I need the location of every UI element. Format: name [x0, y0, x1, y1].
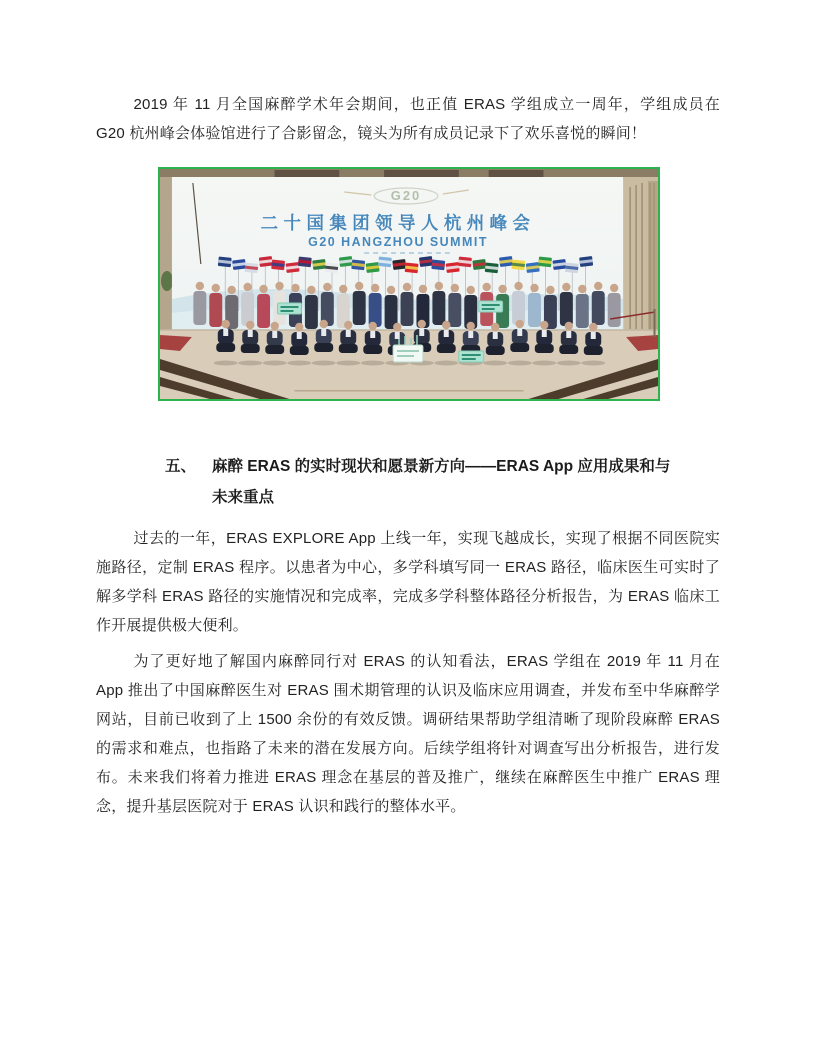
banner-title-english: G20 HANGZHOU SUMMIT — [308, 234, 488, 250]
plant — [161, 271, 173, 291]
section-heading — [165, 451, 720, 513]
anniversary-sign-back-right — [479, 301, 503, 312]
g20-group-photo — [158, 167, 660, 401]
section-title-line2: 未来重点 — [212, 489, 275, 506]
banner-title-chinese: 二十国集团领导人杭州峰会 — [260, 212, 536, 234]
paragraph-anniversary-photo: 2019 年 11 月全国麻醉学术年会期间，也正值 ERAS 学组成立一周年，学组成员在 G20 杭州峰会体验馆进行了合影留念，镜头为所有成员记录下了欢乐喜悦的瞬间！ — [96, 96, 720, 142]
paragraph-eras-app: 过去的一年，ERAS EXPLORE App 上线一年，实现飞越成长，实现了根据不同医院实施路径，定制 ERAS 程序。以患者为中心，多学科填写同一 ERAS 路径，临床医生可实时了解多学科 ERAS 路径的实施情况和完成率，完成多学科整体路径分析报告，为 ERAS 临床工作开展提供极大便利。 — [96, 530, 720, 634]
paragraph-survey-future: 为了更好地了解国内麻醉同行对 ERAS 的认知看法，ERAS 学组在 2019 年 11 月在 App 推出了中国麻醉医生对 ERAS 围术期管理的认识及临床应用调查，并发布至中华麻醉学网站，目前已收到了上 1500 余份的有效反馈。调研结果帮助学组清晰了现阶段麻醉 ERAS 的需求和难点，也指路了未来的潜在发展方向。后续学组将针对调查写出分析报告，进行发布。未来我们将着力推进 ERAS 理念在基层的普及推广，继续在麻醉医生中推广 ERAS 理念，提升基层医院对于 ERAS 认识和践行的整体水平。 — [96, 653, 720, 815]
left-wall — [160, 177, 174, 339]
section-title-line1: 麻醉 ERAS 的实时现状和愿景新方向——ERAS App 应用成果和与 — [212, 458, 671, 475]
g20-logo-text: G20 — [390, 187, 422, 204]
section-title — [212, 451, 720, 513]
g20-photo-illustration — [160, 169, 658, 399]
anniversary-sign-back-left — [278, 303, 302, 314]
section-number: 五、 — [165, 458, 197, 475]
anniversary-sign-front — [459, 351, 484, 362]
